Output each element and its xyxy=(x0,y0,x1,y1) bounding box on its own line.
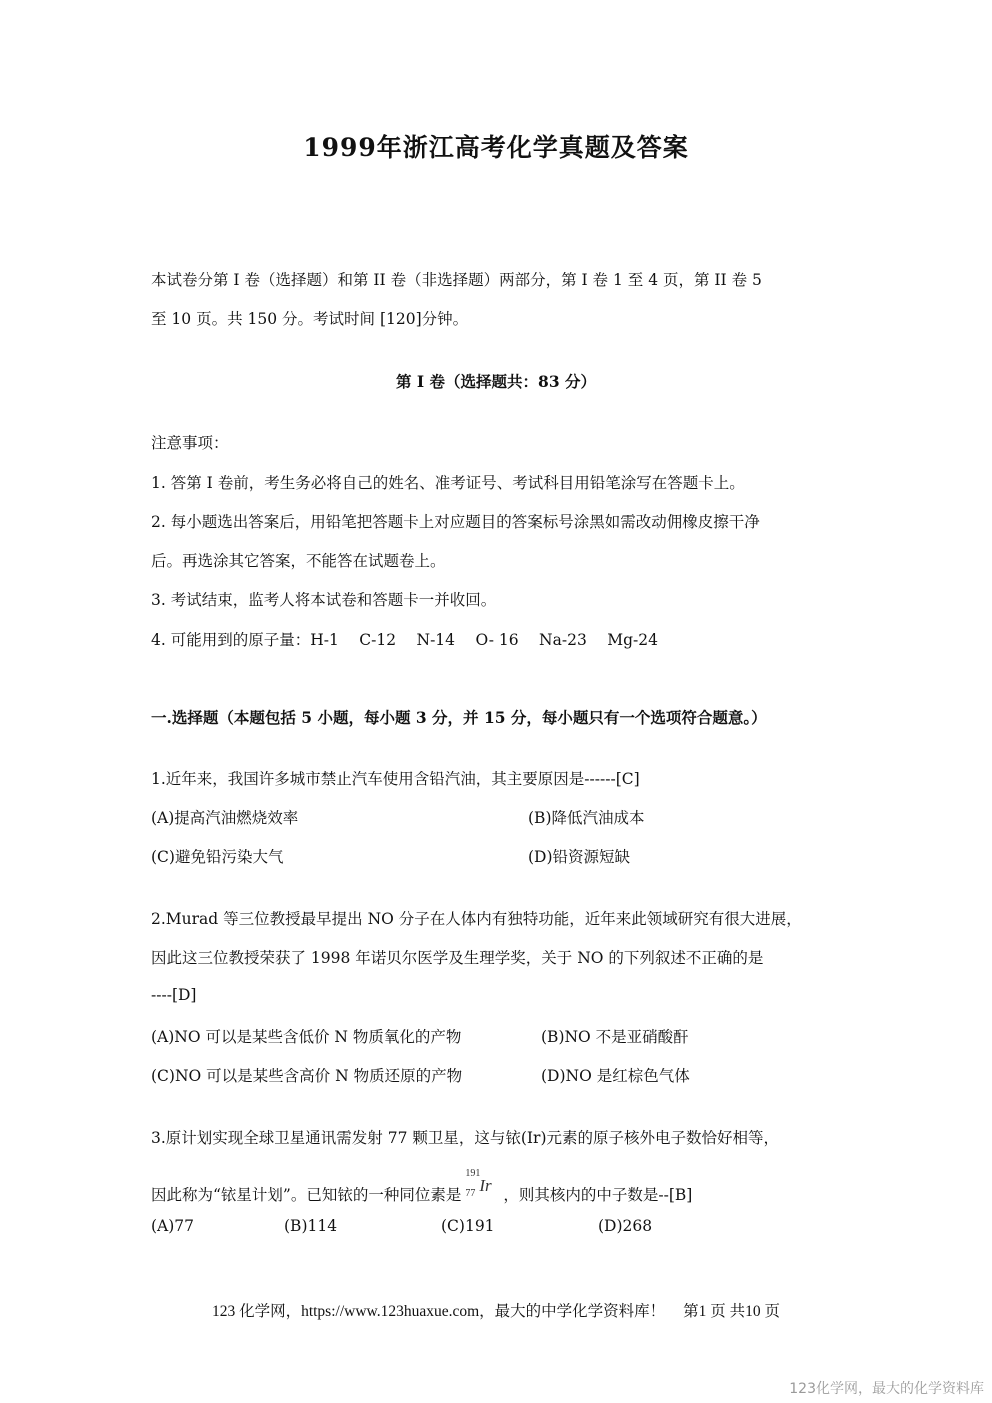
footer-site-text: 123 化学网，https://www.123huaxue.com，最大的中学化学资料库！ xyxy=(211,1303,666,1320)
question-2-option-c: (C)NO 可以是某些含高价 N 物质还原的产物 xyxy=(151,1067,463,1085)
question-2-option-d: (D)NO 是红棕色气体 xyxy=(541,1067,690,1085)
question-3-stem-2-tail: ，则其核内的中子数是--[B] xyxy=(503,1186,693,1204)
question-2-option-b: (B)NO 不是亚硝酸酐 xyxy=(541,1028,689,1046)
isotope-atomic-number: 77 xyxy=(465,1188,476,1199)
part-one-heading: 一.选择题（本题包括 5 小题，每小题 3 分，并 15 分，每小题只有一个选项符合题意。） xyxy=(151,708,767,727)
question-3-stem-1: 3.原计划实现全球卫星通讯需发射 77 颗卫星，这与铱(Ir)元素的原子核外电子数恰好相等， xyxy=(151,1129,779,1147)
question-1-option-a: (A)提高汽油燃烧效率 xyxy=(151,809,299,827)
question-2-option-a: (A)NO 可以是某些含低价 N 物质氧化的产物 xyxy=(151,1028,462,1046)
note-item-3: 3. 考试结束，监考人将本试卷和答题卡一并收回。 xyxy=(151,591,497,609)
question-2-stem-1: 2.Murad 等三位教授最早提出 NO 分子在人体内有独特功能，近年来此领域研究有很大进展， xyxy=(151,910,802,928)
question-1-option-b: (B)降低汽油成本 xyxy=(528,809,645,827)
question-3-option-d: (D)268 xyxy=(598,1217,653,1235)
note-item-4: 4. 可能用到的原子量：H-1 C-12 N-14 O- 16 Na-23 Mg-24 xyxy=(151,631,658,649)
notes-heading: 注意事项： xyxy=(151,434,229,452)
note-item-2: 2. 每小题选出答案后，用铅笔把答题卡上对应题目的答案标号涂黑如需改动佣橡皮擦干净 xyxy=(151,513,760,531)
question-3-stem-2 xyxy=(151,1168,693,1205)
isotope-symbol: Ir xyxy=(479,1176,492,1195)
footer-page-number: 第1 页 共10 页 xyxy=(683,1303,781,1320)
page-footer xyxy=(0,1299,992,1321)
question-2-stem-2: 因此这三位教授荣获了 1998 年诺贝尔医学及生理学奖，关于 NO 的下列叙述不正确的是 xyxy=(151,949,764,967)
isotope-mass-number: 191 xyxy=(465,1168,481,1179)
note-item-1: 1. 答第 I 卷前，考生务必将自己的姓名、准考证号、考试科目用铅笔涂写在答题卡上。 xyxy=(151,474,745,492)
question-1-option-c: (C)避免铅污染大气 xyxy=(151,848,284,866)
question-3-stem-2-text: 因此称为“铱星计划”。已知铱的一种同位素是 xyxy=(151,1186,462,1204)
question-1-stem: 1.近年来，我国许多城市禁止汽车使用含铅汽油，其主要原因是------[C] xyxy=(151,770,640,788)
document-title: 1999年浙江高考化学真题及答案 xyxy=(303,133,689,162)
iridium-isotope xyxy=(465,1168,499,1204)
question-3-option-a: (A)77 xyxy=(151,1217,195,1235)
question-3-option-b: (B)114 xyxy=(284,1217,338,1235)
note-item-2-cont: 后。再选涂其它答案，不能答在试题卷上。 xyxy=(151,552,446,570)
question-3-option-c: (C)191 xyxy=(441,1217,495,1235)
section-heading: 第 I 卷（选择题共：83 分） xyxy=(395,372,596,391)
question-1-option-d: (D)铅资源短缺 xyxy=(528,848,631,866)
intro-line-1: 本试卷分第 I 卷（选择题）和第 II 卷（非选择题）两部分，第 I 卷 1 至 4 页，第 II 卷 5 xyxy=(151,271,762,289)
question-2-stem-3: ----[D] xyxy=(151,986,197,1004)
watermark-text: 123化学网，最大的化学资料库 xyxy=(789,1381,984,1397)
intro-line-2: 至 10 页。共 150 分。考试时间 [120]分钟。 xyxy=(151,310,469,328)
